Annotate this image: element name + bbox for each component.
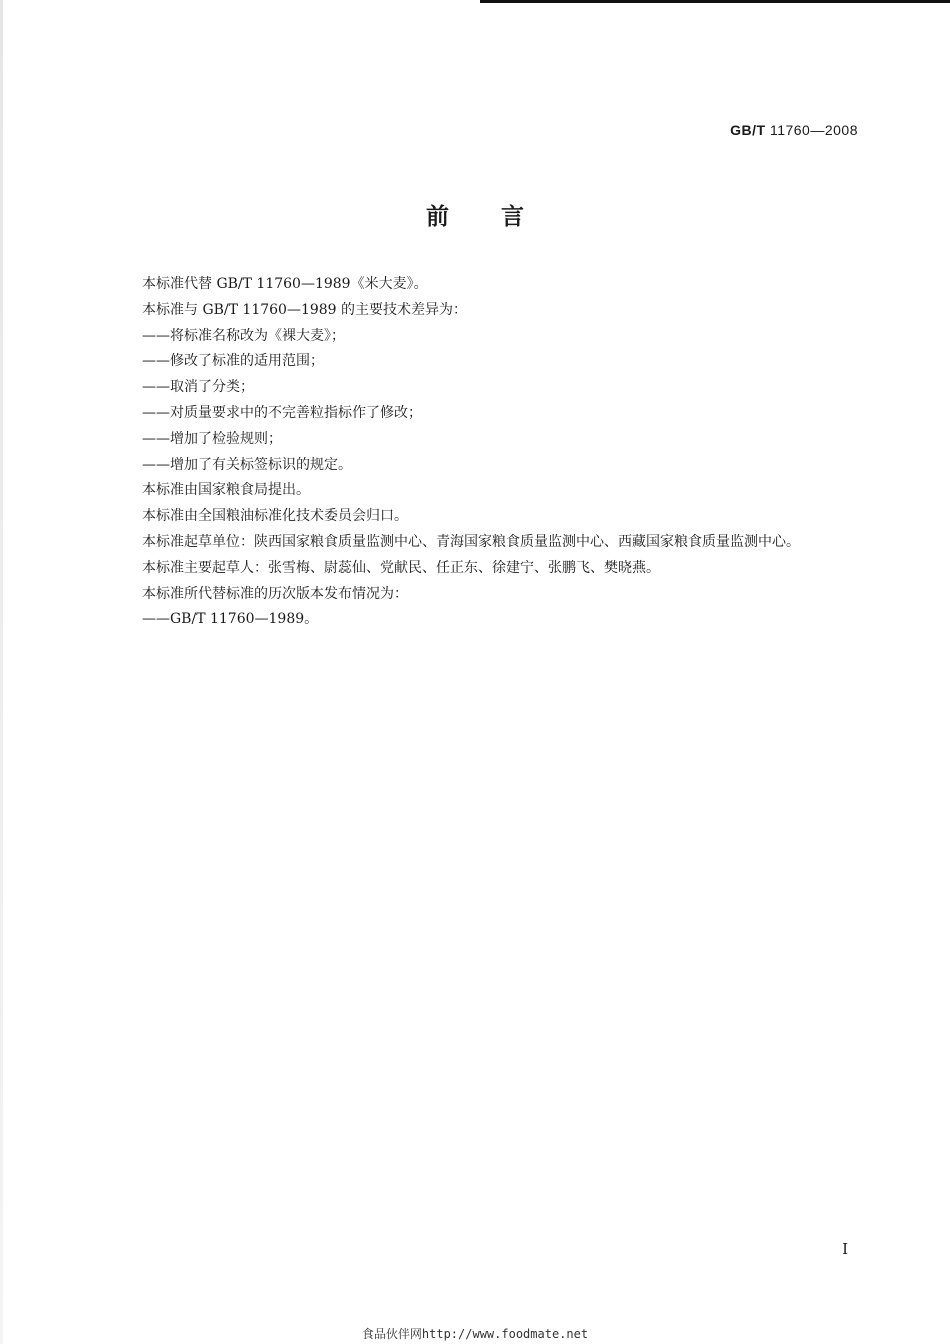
list-item: ——对质量要求中的不完善粒指标作了修改； xyxy=(142,404,422,421)
paragraph-drafters: 本标准主要起草人：张雪梅、尉蕊仙、党献民、任正东、徐建宁、张鹏飞、樊晓燕。 xyxy=(142,559,660,576)
list-item: ——增加了检验规则； xyxy=(142,430,282,447)
list-item: ——将标准名称改为《裸大麦》； xyxy=(142,327,345,344)
footer-watermark: 食品伙伴网http://www.foodmate.net xyxy=(361,1327,589,1341)
paragraph-replaces: 本标准代替 GB/T 11760—1989《米大麦》。 xyxy=(142,276,428,292)
list-item: ——增加了有关标签标识的规定。 xyxy=(142,456,352,473)
list-item: ——修改了标准的适用范围； xyxy=(142,353,324,370)
standard-prefix: GB/T xyxy=(730,122,766,138)
standard-number: 11760—2008 xyxy=(769,122,858,138)
list-item: ——取消了分类； xyxy=(142,379,254,396)
paragraph-history-intro: 本标准所代替标准的历次版本发布情况为： xyxy=(142,585,408,602)
paragraph-committee: 本标准由全国粮油标准化技术委员会归口。 xyxy=(142,508,408,525)
page-number: I xyxy=(842,1240,848,1258)
paragraph-proposer: 本标准由国家粮食局提出。 xyxy=(142,482,310,499)
paragraph-differences-intro: 本标准与 GB/T 11760—1989 的主要技术差异为： xyxy=(142,301,468,318)
paragraph-drafting-units: 本标准起草单位：陕西国家粮食质量监测中心、青海国家粮食质量监测中心、西藏国家粮食质量监测中心。 xyxy=(142,533,800,550)
foreword-body xyxy=(114,272,859,633)
page-title: 前言 xyxy=(426,204,576,230)
list-item: ——GB/T 11760—1989。 xyxy=(142,611,319,628)
scan-border-line xyxy=(480,0,950,3)
standard-code xyxy=(730,122,858,138)
